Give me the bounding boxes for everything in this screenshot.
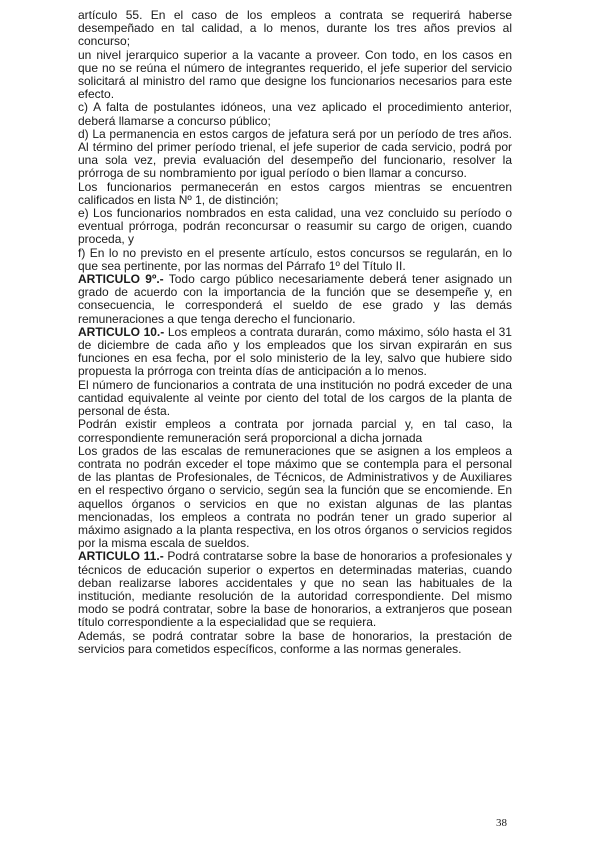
paragraph-part-time: Podrán existir empleos a contrata por jornada parcial y, en tal caso, la correspondiente remuneración será proporcional a dicha jornada — [78, 417, 512, 445]
page-number: 38 — [496, 817, 507, 829]
paragraph-list-1-distinction: Los funcionarios permanecerán en estos cargos mientras se encuentren calificados en lista Nº 1, de distinción; — [78, 179, 512, 207]
paragraph-item-c: c) A falta de postulantes idóneos, una vez aplicado el procedimiento anterior, deberá llamarse a concurso público; — [78, 100, 512, 128]
article-10-heading: ARTICULO 10.- — [78, 324, 165, 339]
paragraph-item-d: d) La permanencia en estos cargos de jefatura será por un período de tres años. Al término del primer período trienal, el jefe superior de cada servicio, podrá por una sola vez, previa evaluación del desempeño del funcionario, resolver la prórroga de su nombramiento por igual período o bien llamar a concurso. — [78, 126, 512, 181]
paragraph-item-f: f) En lo no previsto en el presente artículo, estos concursos se regularán, en lo que sea pertinente, por las normas del Párrafo 1º del Título II. — [78, 245, 512, 273]
article-10 — [78, 326, 512, 379]
article-10-text: Los empleos a contrata durarán, como máximo, sólo hasta el 31 de diciembre de cada año y los empleados que los sirvan expirarán en sus funciones en esa fecha, por el solo ministerio de la ley, salvo que hubiere sido propuesta la prórroga con treinta días de anticipación a lo menos. — [78, 324, 512, 379]
article-11-heading: ARTICULO 11.- — [78, 549, 164, 564]
paragraph-contract-limit: El número de funcionarios a contrata de una institución no podrá exceder de una cantidad equivalente al veinte por ciento del total de los cargos de la planta de personal de ésta. — [78, 377, 512, 419]
article-11-text: Podrá contratarse sobre la base de honorarios a profesionales y técnicos de educación superior o expertos en determinadas materias, cuando deban realizarse labores accidentales y que no sean las habituales de la institución, mediante resolución de la autoridad correspondiente. Del mismo modo se podrá contratar, sobre la base de honorarios, a extranjeros que posean título correspondiente a la especialidad que se requiera. — [78, 549, 512, 630]
paragraph-article-55-reference: artículo 55. En el caso de los empleos a contrata se requerirá haberse desempeñado en tal calidad, a lo menos, durante los tres años previos al concurso; — [78, 8, 512, 49]
article-9-text: Todo cargo público necesariamente deberá tener asignado un grado de acuerdo con la importancia de la función que se desempeñe y, en consecuencia, le corresponderá el sueldo de ese grado y las demás remuneraciones a que tenga derecho el funcionario. — [78, 272, 512, 326]
body-text — [78, 9, 512, 656]
paragraph-item-e: e) Los funcionarios nombrados en esta calidad, una vez concluido su período o eventual prórroga, podrán reconcursar o reasumir su cargo de origen, cuando proceda, y — [78, 206, 512, 247]
paragraph-hierarchical-level: un nivel jerarquico superior a la vacante a proveer. Con todo, en los casos en que no se reúna el número de integrantes requerido, el jefe superior del servicio solicitará al ministro del ramo que designe los funcionarios necesarios para este efecto. — [78, 47, 512, 102]
article-11 — [78, 550, 512, 629]
article-9 — [78, 273, 512, 326]
paragraph-salary-grades: Los grados de las escalas de remuneraciones que se asignen a los empleos a contrata no podrán exceder el tope máximo que se contempla para el personal de las plantas de Profesionales, de Técnicos, de Administrativos y de Auxiliares en el respectivo órgano o servicio, según sea la función que se encomiende. En aquellos órganos o servicios en que no existan algunas de las plantas mencionadas, los empleos a contrata no podrán tener un grado superior al máximo asignado a la planta respectiva, en los otros órganos o servicios regidos por la misma escala de sueldos. — [78, 443, 512, 551]
article-9-heading: ARTICULO 9º.- — [78, 272, 164, 287]
paragraph-fee-services: Además, se podrá contratar sobre la base de honorarios, la prestación de servicios para cometidos específicos, conforme a las normas generales. — [78, 628, 512, 656]
